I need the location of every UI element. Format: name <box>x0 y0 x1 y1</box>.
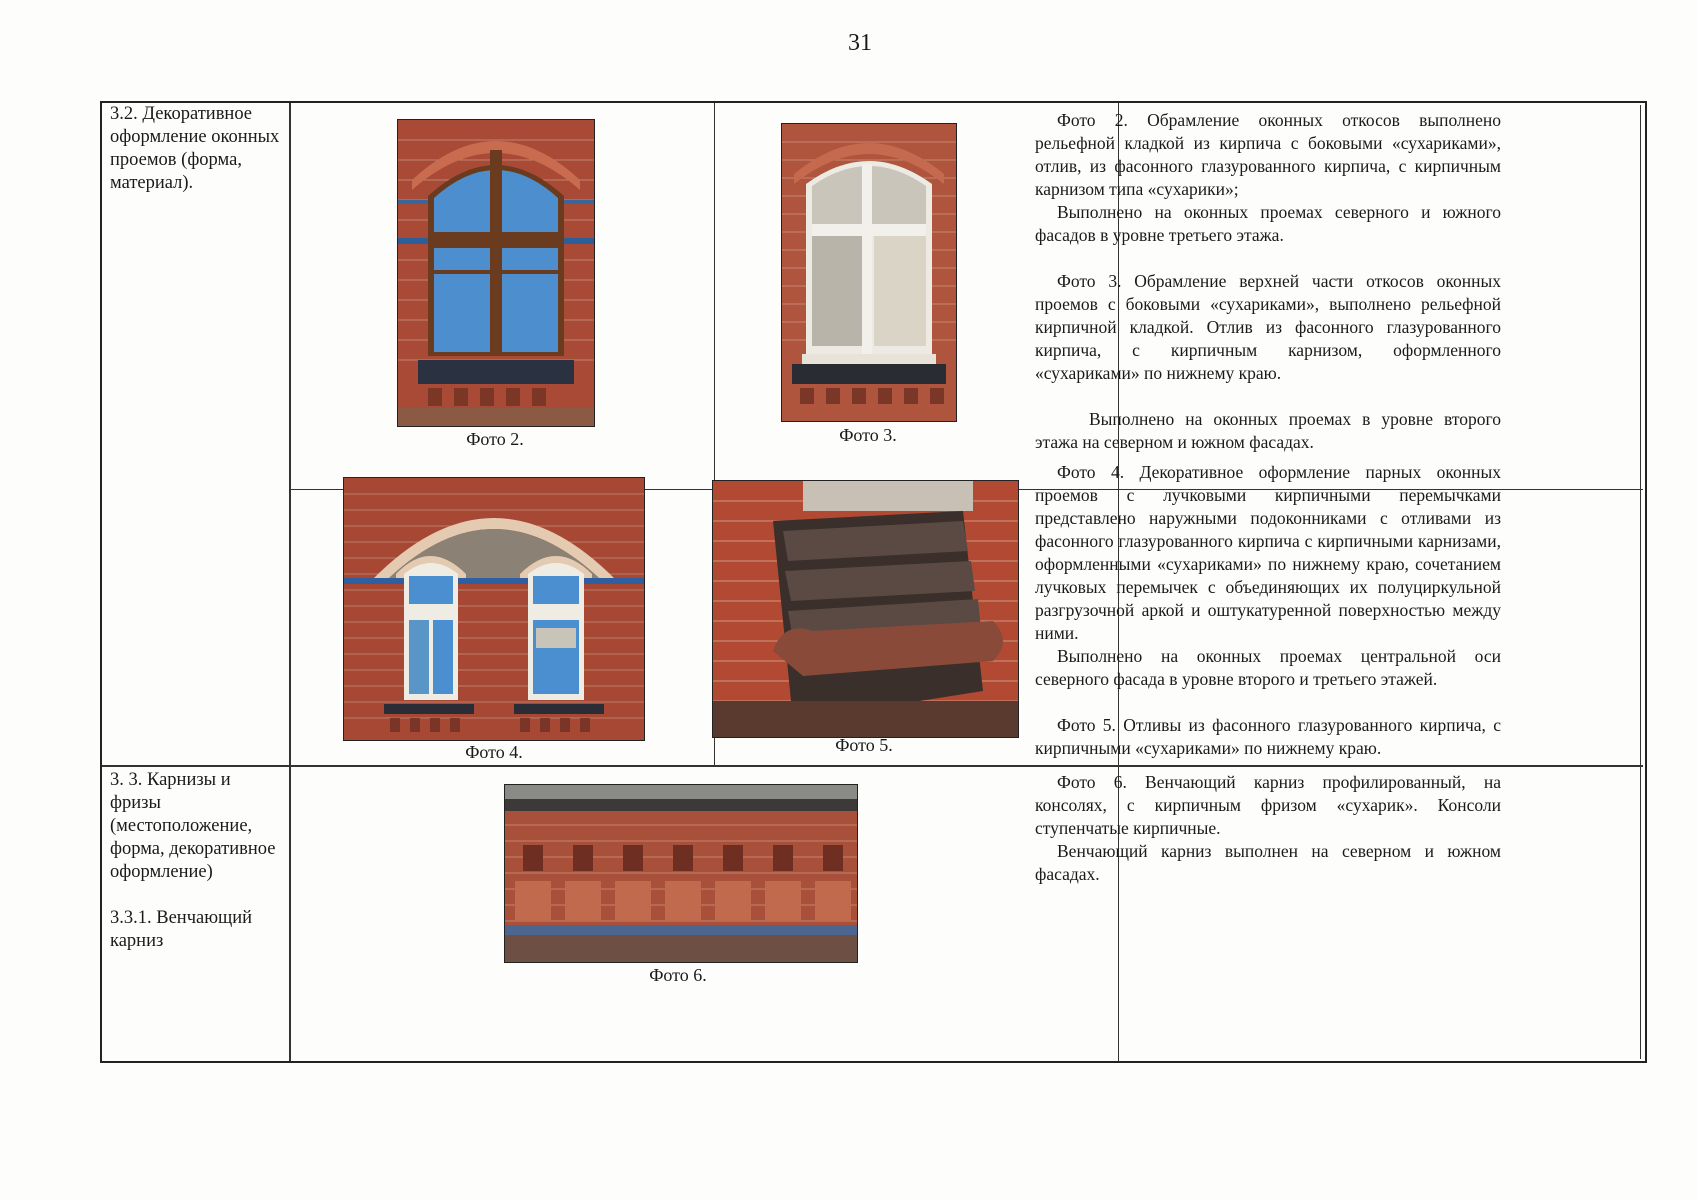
description-row-3 <box>1035 771 1501 886</box>
photo-6-image <box>504 784 858 963</box>
section-label-3-2: 3.2. Декоративное оформление оконных проемов (форма, материал). <box>110 104 280 193</box>
photo-2-image <box>397 119 595 427</box>
section-label-3-3 <box>110 769 286 953</box>
section-title-3-3: 3. 3. Карнизы и фризы (местоположение, форма, декоративное оформление) <box>110 770 276 882</box>
photo-4-caption: Фото 4. <box>465 742 523 762</box>
photo-4-image <box>343 477 645 741</box>
description-photo-2: Фото 2. Обрамление оконных откосов выполнено рельефной кладкой из кирпича с боковыми «сухариками», отлив, из фасонного глазурованного кирпича, с кирпичным карнизом типа «сухарики»; <box>1035 110 1501 199</box>
description-row-2 <box>1035 461 1501 760</box>
description-photo-4: Фото 4. Декоративное оформление парных оконных проемов с лучковыми кирпичными перемычками представлено наружными подоконниками с отливами из фасонного глазурованного кирпича с кирпичными карнизами, оформленными «сухариками» по нижнему краю, сочетанием лучковых перемычек с объединяющих их полуциркульной разгрузочной аркой и оштукатуренной поверхностью между ними. <box>1035 462 1501 643</box>
section-sublabel-3-3-1: 3.3.1. Венчающий карниз <box>110 908 253 951</box>
description-row-1 <box>1035 109 1501 454</box>
description-photo-2-location: Выполнено на оконных проемах северного и южного фасадов в уровне третьего этажа. <box>1035 202 1501 245</box>
description-cornice-location: Венчающий карниз выполнен на северном и южном фасадах. <box>1035 841 1501 884</box>
column-divider <box>289 103 291 1061</box>
photo-3-image <box>781 123 957 422</box>
page-number: 31 <box>848 30 872 56</box>
heritage-table <box>100 101 1647 1063</box>
row-divider <box>102 765 1643 767</box>
description-photo-4-location: Выполнено на оконных проемах центральной оси северного фасада в уровне второго и третьего этажей. <box>1035 646 1501 689</box>
photo-2-caption: Фото 2. <box>466 429 524 449</box>
description-photo-5: Фото 5. Отливы из фасонного глазурованного кирпича, с кирпичными «сухариками» по нижнему краю. <box>1035 715 1501 758</box>
description-photo-3-location: Выполнено на оконных проемах в уровне второго этажа на северном и южном фасадах. <box>1035 409 1501 452</box>
description-photo-6: Фото 6. Венчающий карниз профилированный, на консолях, с кирпичным фризом «сухарик». Консоли ступенчатые кирпичные. <box>1035 772 1501 838</box>
photo-5-caption: Фото 5. <box>835 735 893 755</box>
photo-6-caption: Фото 6. <box>649 965 707 985</box>
photo-3-caption: Фото 3. <box>839 425 897 445</box>
photo-5-image <box>712 480 1019 738</box>
description-photo-3: Фото 3. Обрамление верхней части откосов оконных проемов с боковыми «сухариками», выполнено рельефной кирпичной кладкой. Отлив из фасонного глазурованного кирпича, с кирпичным карнизом, оформленного «сухариками» по нижнему краю. <box>1035 271 1501 383</box>
